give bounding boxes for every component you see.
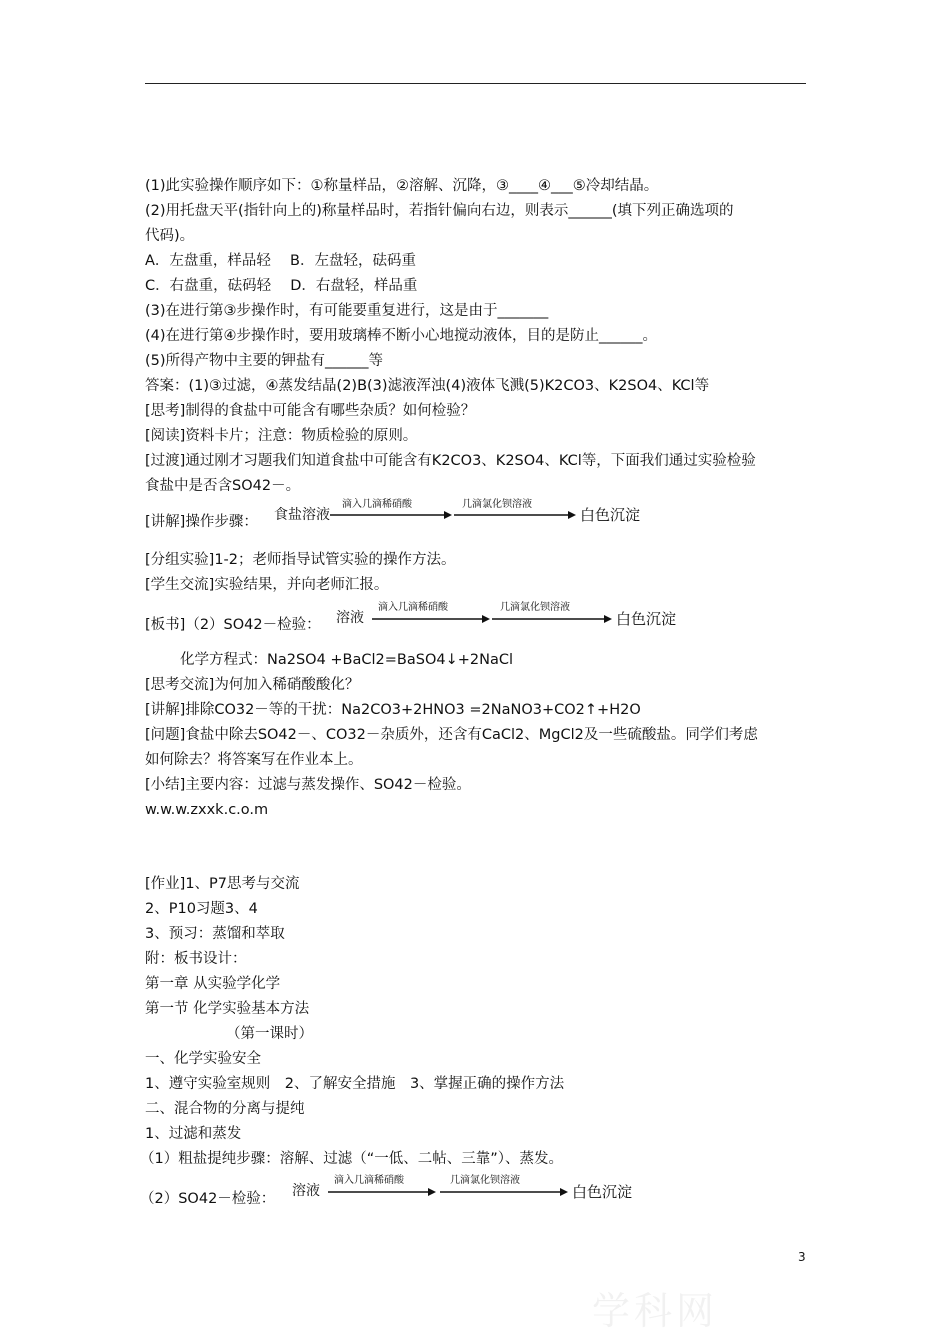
flow-arrow2-head [560, 1188, 568, 1196]
homework-line: [作业]1、P7思考与交流 [145, 876, 300, 892]
flow-diagram-1 [272, 496, 692, 536]
source-text: w.w.w.zxxk.c.o.m [145, 802, 269, 818]
heading-safety: 一、化学实验安全 [145, 1051, 261, 1067]
explain-eliminate-line: [讲解]排除CO32－等的干扰：Na2CO3+2HNO3 =2NaNO3+CO2↑+H2O [145, 702, 641, 718]
think-exchange-line: [思考交流]为何加入稀硝酸酸化？ [145, 677, 360, 693]
q2-line: (2)用托盘天平(指针向上的)称量样品时，若指针偏向右边，则表示______(填下列正确选项的 [145, 203, 734, 219]
question-line: [问题]食盐中除去SO42－、CO32－杂质外，还含有CaCl2、MgCl2及一些硫酸盐。同学们考虑 [145, 727, 758, 743]
flow-arrow1-label: 滴入几滴稀硝酸 [378, 602, 448, 613]
lesson-label: （第一课时） [226, 1026, 313, 1042]
heading-separation: 二、混合物的分离与提纯 [145, 1101, 305, 1117]
flow-arrow2-label: 几滴氯化钡溶液 [450, 1175, 520, 1186]
chapter-title: 第一章 从实验学化学 [145, 976, 281, 992]
q4-line: (4)在进行第④步操作时，要用玻璃棒不断小心地搅动液体，目的是防止______。 [145, 328, 658, 344]
homework-3: 3、预习：蒸馏和萃取 [145, 926, 285, 942]
explain-steps-line: [讲解]操作步骤： [145, 514, 258, 530]
flow-diagram-2 [334, 599, 704, 639]
student-exchange-line: [学生交流]实验结果，并向老师汇报。 [145, 577, 389, 593]
q1-line: (1)此实验操作顺序如下：①称量样品，②溶解、沉降，③____④___⑤冷却结晶。 [145, 178, 659, 194]
flow-start: 溶液 [292, 1183, 320, 1199]
flow-arrow2-head [604, 615, 612, 623]
q2-line-cont: 代码)。 [145, 228, 195, 244]
flow-start: 食盐溶液 [274, 507, 330, 523]
safety-items: 1、遵守实验室规则 2、了解安全措施 3、掌握正确的操作方法 [145, 1076, 565, 1092]
group-exp-line: [分组实验]1-2；老师指导试管实验的操作方法。 [145, 552, 456, 568]
flow-arrow2-label: 几滴氯化钡溶液 [462, 499, 532, 510]
flow-end: 白色沉淀 [616, 610, 677, 628]
filter-evaporate: 1、过滤和蒸发 [145, 1126, 242, 1142]
flow-arrow1-label: 滴入几滴稀硝酸 [342, 499, 412, 510]
section-title: 第一节 化学实验基本方法 [145, 1001, 310, 1017]
board-line: [板书]（2）SO42－检验： [145, 617, 321, 633]
read-line: [阅读]资料卡片；注意：物质检验的原则。 [145, 428, 418, 444]
flow-end: 白色沉淀 [580, 506, 641, 524]
flow-arrow2-label: 几滴氯化钡溶液 [500, 602, 570, 613]
equation-line: 化学方程式：Na2SO4 +BaCl2=BaSO4↓+2NaCl [180, 652, 514, 668]
flow-arrow1-head [482, 615, 490, 623]
summary-line: [小结]主要内容：过滤与蒸发操作、SO42－检验。 [145, 777, 471, 793]
flow-arrow2-head [568, 511, 576, 519]
q5-line: (5)所得产物中主要的钾盐有______等 [145, 353, 384, 369]
flow-end: 白色沉淀 [572, 1183, 633, 1201]
header-rule [145, 83, 806, 84]
transition-line-cont: 食盐中是否含SO42－。 [145, 478, 301, 494]
flow-arrow1-head [428, 1188, 436, 1196]
flow-arrow1-label: 滴入几滴稀硝酸 [334, 1175, 404, 1186]
flow-start: 溶液 [336, 610, 364, 626]
appendix-line: 附：板书设计： [145, 951, 247, 967]
question-line-cont: 如何除去？将答案写在作业本上。 [145, 752, 363, 768]
option-ab: A．左盘重，样品轻 B．左盘轻，砝码重 [145, 253, 416, 269]
flow-arrow1-head [444, 511, 452, 519]
homework-2: 2、P10习题3、4 [145, 901, 258, 917]
flow-diagram-3 [290, 1172, 660, 1212]
think-line: [思考]制得的食盐中可能含有哪些杂质？如何检验？ [145, 403, 476, 419]
page-number: 3 [798, 1250, 806, 1264]
option-cd: C．右盘重，砝码轻 D．右盘轻，样品重 [145, 278, 418, 294]
answer-line: 答案：(1)③过滤，④蒸发结晶(2)B(3)滤液浑浊(4)液体飞溅(5)K2CO3、K2SO4、KCl等 [145, 378, 710, 394]
q3-line: (3)在进行第③步操作时，有可能要重复进行，这是由于_______ [145, 303, 549, 319]
so4-test-line: （2）SO42－检验： [140, 1191, 276, 1207]
watermark: 学科网 [592, 1289, 719, 1333]
salt-purification-steps: （1）粗盐提纯步骤：溶解、过滤（“一低、二帖、三靠”）、蒸发。 [140, 1151, 563, 1167]
transition-line: [过渡]通过刚才习题我们知道食盐中可能含有K2CO3、K2SO4、KCl等，下面我们通过实验检验 [145, 453, 756, 469]
